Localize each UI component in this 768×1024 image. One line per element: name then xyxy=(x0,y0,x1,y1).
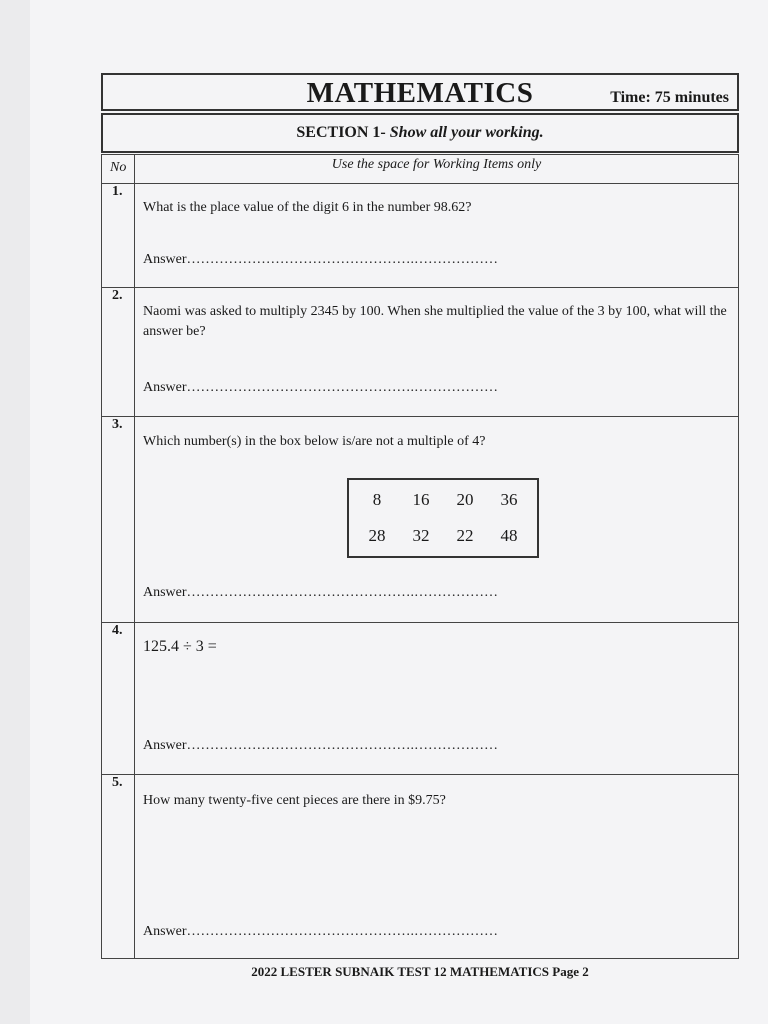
row-divider xyxy=(101,622,739,623)
box-number: 20 xyxy=(456,490,474,509)
column-divider xyxy=(134,154,135,959)
row-divider xyxy=(101,416,739,417)
page-title: MATHEMATICS xyxy=(306,77,534,109)
row-divider xyxy=(101,287,739,288)
time-limit: Time: 75 minutes xyxy=(610,89,729,106)
column-header-working: Use the space for Working Items only xyxy=(331,157,542,172)
question-text: How many twenty-five cent pieces are there in $9.75? xyxy=(143,793,446,808)
section-instruction: Show all your working. xyxy=(389,124,544,141)
box-number: 8 xyxy=(372,490,382,509)
header-row-divider xyxy=(101,183,739,184)
question-number: 5. xyxy=(112,775,123,790)
section-box xyxy=(101,113,739,153)
question-number: 3. xyxy=(112,417,123,432)
answer-line[interactable]: Answer………………………………………….……………… xyxy=(143,738,499,753)
page-footer: 2022 LESTER SUBNAIK TEST 12 MATHEMATICS Page 2 xyxy=(251,964,589,979)
section-label: SECTION 1- xyxy=(296,124,386,141)
row-divider xyxy=(101,774,739,775)
question-text: 125.4 ÷ 3 = xyxy=(143,638,217,655)
answer-line[interactable]: Answer………………………………………….……………… xyxy=(143,924,499,939)
box-number: 16 xyxy=(412,490,430,509)
answer-line[interactable]: Answer………………………………………….……………… xyxy=(143,380,499,395)
box-number: 48 xyxy=(500,526,518,545)
column-header-no: No xyxy=(110,160,127,175)
question-text: Naomi was asked to multiply 2345 by 100. When she multiplied the value of the 3 by 100, what will the answer be? xyxy=(143,304,727,339)
box-number: 36 xyxy=(500,490,518,509)
number-box xyxy=(347,478,539,558)
section-heading xyxy=(103,124,737,142)
box-number: 32 xyxy=(412,526,430,545)
answer-line[interactable]: Answer………………………………………….……………… xyxy=(143,252,499,267)
box-number: 28 xyxy=(368,526,386,545)
question-number: 2. xyxy=(112,288,123,303)
header-box xyxy=(101,73,739,111)
question-number: 1. xyxy=(112,184,123,199)
answer-line[interactable]: Answer………………………………………….……………… xyxy=(143,585,499,600)
box-number: 22 xyxy=(456,526,474,545)
question-text: Which number(s) in the box below is/are not a multiple of 4? xyxy=(143,434,486,449)
question-number: 4. xyxy=(112,623,123,638)
question-text: What is the place value of the digit 6 in the number 98.62? xyxy=(143,200,472,215)
